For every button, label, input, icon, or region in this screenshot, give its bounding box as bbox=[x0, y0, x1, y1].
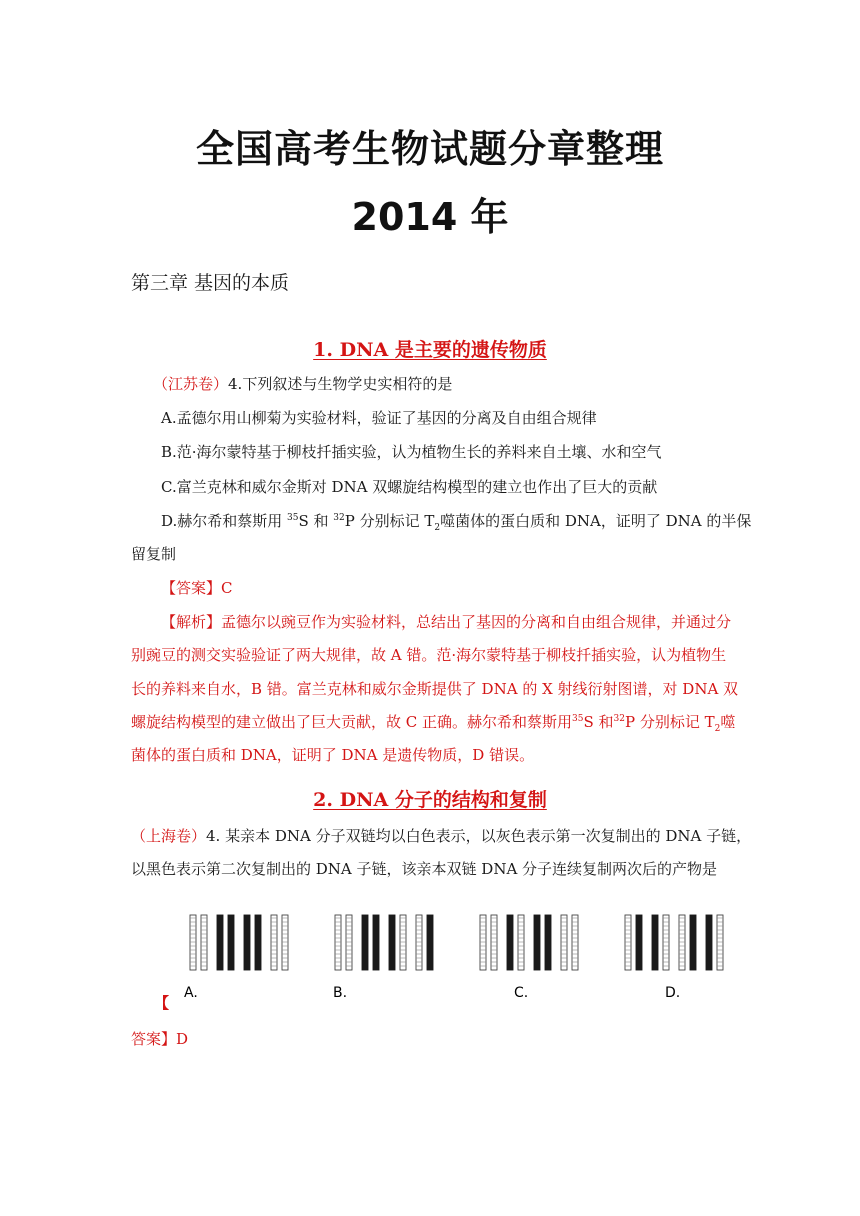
analysis-label: 【解析】 bbox=[161, 613, 222, 631]
option-d-text-3: P 分别标记 T bbox=[344, 512, 435, 530]
analysis-text-4c: P 分别标记 T bbox=[624, 713, 715, 731]
superscript-32: 32 bbox=[333, 513, 345, 523]
dna-strand bbox=[373, 915, 379, 970]
dna-strand bbox=[244, 915, 250, 970]
subscript-2: 2 bbox=[434, 523, 441, 533]
option-a: A.孟德尔用山柳菊为实验材料，验证了基因的分离及自由组合规律 bbox=[161, 409, 597, 427]
answer-1: 【答案】C bbox=[161, 579, 233, 597]
analysis-text-1: 孟德尔以豌豆作为实验材料，总结出了基因的分离和自由组合规律，并通过分 bbox=[221, 613, 732, 631]
superscript-35: 35 bbox=[287, 513, 299, 523]
question-2-text-1: 4. 某亲本 DNA 分子双链均以白色表示，以灰色表示第一次复制出的 DNA 子链， bbox=[206, 827, 752, 845]
dna-strand bbox=[706, 915, 712, 970]
option-d bbox=[161, 511, 751, 531]
analysis-text-4b: S 和 bbox=[583, 713, 614, 731]
page-title: 全国高考生物试题分章整理 bbox=[195, 127, 664, 171]
dna-strand bbox=[427, 915, 433, 970]
analysis-superscript-32: 32 bbox=[613, 714, 625, 724]
page-subtitle-year: 2014 年 bbox=[351, 195, 509, 239]
answer-2-bracket: 【 bbox=[154, 994, 170, 1012]
answer-2: 答案】D bbox=[131, 1030, 189, 1048]
section-1-heading: 1. DNA 是主要的遗传物质 bbox=[313, 339, 547, 361]
analysis-line-2: 别豌豆的测交实验验证了两大规律，故 A 错。范·海尔蒙特基于柳枝扦插实验，认为植物生 bbox=[131, 646, 727, 664]
question-2-stem-line-2: 以黑色表示第二次复制出的 DNA 子链，该亲本双链 DNA 分子连续复制两次后的产物是 bbox=[131, 860, 718, 878]
analysis-subscript-2: 2 bbox=[714, 724, 721, 734]
figure-label-a: A. bbox=[184, 985, 198, 1001]
question-1-source: （江苏卷） bbox=[153, 375, 229, 393]
dna-strand bbox=[652, 915, 658, 970]
analysis-line-3: 长的养料来自水，B 错。富兰克林和威尔金斯提供了 DNA 的 X 射线衍射图谱，对 DNA 双 bbox=[131, 680, 739, 698]
option-b: B.范·海尔蒙特基于柳枝扦插实验，认为植物生长的养料来自土壤、水和空气 bbox=[161, 443, 662, 461]
figure-label-d: D. bbox=[665, 985, 681, 1001]
figure-label-b: B. bbox=[333, 985, 348, 1001]
dna-strand bbox=[507, 915, 513, 970]
dna-strand bbox=[255, 915, 261, 970]
analysis-line-1 bbox=[161, 612, 731, 632]
analysis-line-4 bbox=[131, 712, 735, 732]
dna-strand bbox=[636, 915, 642, 970]
dna-strand bbox=[389, 915, 395, 970]
question-1-text: 4.下列叙述与生物学史实相符的是 bbox=[228, 375, 453, 393]
question-2-source: （上海卷） bbox=[131, 827, 207, 845]
analysis-line-5: 菌体的蛋白质和 DNA，证明了 DNA 是遗传物质，D 错误。 bbox=[131, 746, 535, 764]
option-d-continued: 留复制 bbox=[131, 545, 177, 563]
figure-label-c: C. bbox=[514, 985, 529, 1001]
question-1-stem bbox=[153, 374, 452, 394]
dna-strand bbox=[217, 915, 223, 970]
option-c: C.富兰克林和威尔金斯对 DNA 双螺旋结构模型的建立也作出了巨大的贡献 bbox=[161, 478, 658, 496]
option-d-text-2: S 和 bbox=[298, 512, 334, 530]
analysis-text-4a: 螺旋结构模型的建立做出了巨大贡献，故 C 正确。赫尔希和蔡斯用 bbox=[131, 713, 573, 731]
option-d-text-1: D.赫尔希和蔡斯用 bbox=[161, 512, 288, 530]
question-2-stem-line-1 bbox=[131, 826, 751, 846]
dna-strand bbox=[362, 915, 368, 970]
dna-strand bbox=[228, 915, 234, 970]
analysis-text-4d: 噬 bbox=[720, 713, 736, 731]
analysis-superscript-35: 35 bbox=[572, 714, 584, 724]
dna-replication-figure bbox=[180, 905, 740, 1005]
dna-strand bbox=[690, 915, 696, 970]
chapter-heading: 第三章 基因的本质 bbox=[131, 272, 290, 294]
dna-strand bbox=[534, 915, 540, 970]
dna-strand bbox=[545, 915, 551, 970]
option-d-text-4: 噬菌体的蛋白质和 DNA，证明了 DNA 的半保 bbox=[440, 512, 752, 530]
section-2-heading: 2. DNA 分子的结构和复制 bbox=[313, 789, 547, 811]
